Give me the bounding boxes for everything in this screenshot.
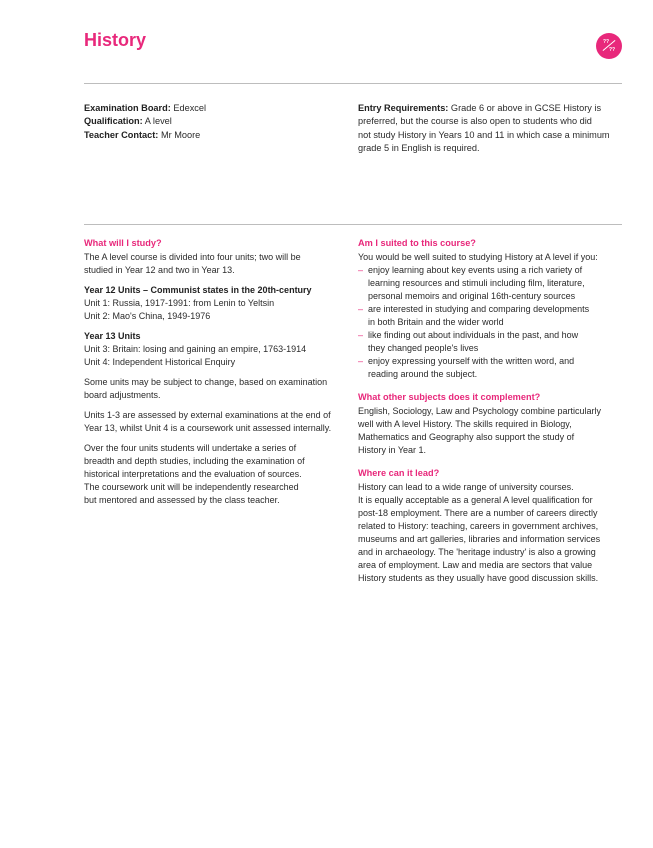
course-info — [84, 102, 334, 142]
unit-item: Unit 2: Mao's China, 1949-1976 — [84, 311, 211, 321]
lead-heading: Where can it lead? — [358, 468, 440, 478]
unit-item: Unit 3: Britain: losing and gaining an empire, 1763-1914 — [84, 344, 307, 354]
suitability-column: Am I suited to this course? You would be well suited to studying History at A level if you: – enjoy learning about key events using a rich variety of learning resources and stimuli including film, literature, personal memoirs and original 16th-century sources – are interested in studying and comparing developments in both Britain and the wider world – like finding out about individuals in the past, and how they changed people's lives – enjoy expressing yourself with the written word, and reading around the subject. What other subjects does it complement? English, Sociology, Law and Psychology combine particularly well with A level History. The skills required in Biology, Mathematics and Geography also support the study of History in Year 1. Where can it lead? History can lead to a wide range of university courses. It is equally acceptable as a general A level qualification for post-18 employment. There are a number of careers directly related to History: teaching, careers in government archives, museums and art galleries, libraries and information services and in archaeology. The 'heritage industry' is also a growing area of employment. Law and media are sectors that value History students as they usually have good discussion skills. — [358, 237, 624, 585]
year12-heading: Year 12 Units – Communist states in the 20th-century — [84, 285, 312, 295]
page-title: History — [84, 30, 147, 50]
unit-item: Unit 1: Russia, 1917-1991: from Lenin to Yeltsin — [84, 298, 275, 308]
entry-requirements: Entry Requirements: Grade 6 or above in GCSE History is preferred, but the course is also open to students who did not study History in Years 10 and 11 in which case a minimum grade 5 in English is required. — [358, 103, 610, 153]
teacher-contact-row: Teacher Contact: Mr Moore — [84, 129, 201, 140]
study-column: What will I study? The A level course is divided into four units; two will be studied in Year 12 and two in Year 13. Year 12 Units – Communist states in the 20th-century Unit 1: Russia, 1917-1991: from Lenin to Yeltsin Unit 2: Mao's China, 1949-1976 Year 13 Units Unit 3: Britain: losing and gaining an empire, 1763-1914 Unit 4: Independent Historical Enquiry Some units may be subject to change, based on examination board adjustments. Units 1-3 are assessed by external examinations at the end of Year 13, whilst Unit 4 is a coursework unit assessed internally. Over the four units students will undertake a series of breadth and depth studies, including the examination of historical interpretations and the evaluation of sources. The coursework unit will be independently researched but mentored and assessed by the class teacher. — [84, 237, 346, 507]
divider-top — [84, 83, 622, 84]
qualification-row: Qualification: A level — [84, 116, 172, 127]
complement-heading: What other subjects does it complement? — [358, 392, 541, 402]
exam-board-row: Examination Board: Edexcel — [84, 103, 207, 113]
suited-list — [358, 264, 624, 381]
divider-middle — [84, 224, 622, 225]
list-item: – enjoy learning about key events using a rich variety of learning resources and stimuli including film, literature, personal memoirs and original 16th-century sources — [358, 265, 585, 301]
list-item: – enjoy expressing yourself with the written word, and reading around the subject. — [358, 356, 575, 379]
badge-bottom-text: ?? — [609, 47, 616, 53]
entry-label: Entry Requirements: — [358, 103, 449, 113]
year13-heading: Year 13 Units — [84, 331, 141, 341]
page-badge-icon — [596, 33, 622, 59]
badge-top-text: ?? — [603, 39, 610, 45]
list-item: – like finding out about individuals in the past, and how they changed people's lives — [358, 330, 579, 353]
unit-item: Unit 4: Independent Historical Enquiry — [84, 357, 236, 367]
suited-heading: Am I suited to this course? — [358, 238, 476, 248]
list-item: – are interested in studying and comparing developments in both Britain and the wider world — [358, 304, 590, 327]
study-heading: What will I study? — [84, 238, 162, 248]
